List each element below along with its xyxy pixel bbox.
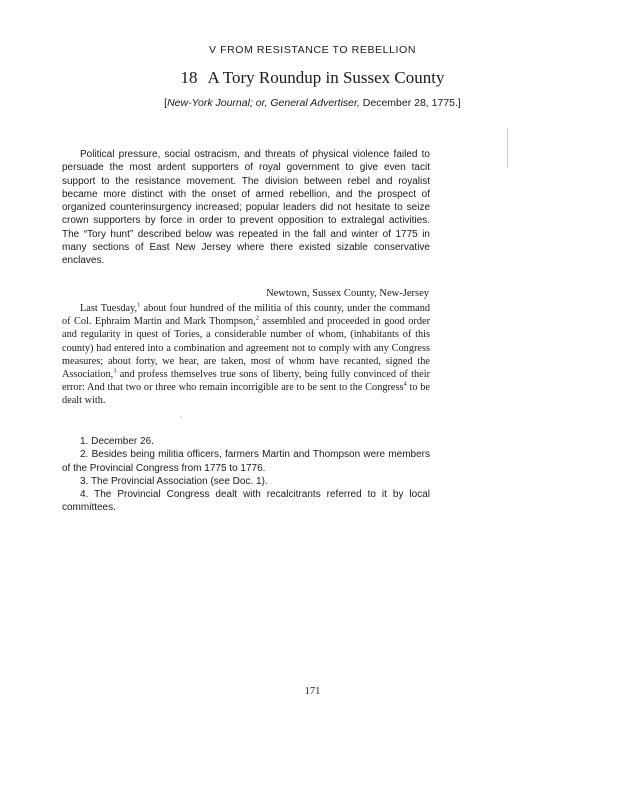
scan-artifact — [507, 128, 508, 168]
footnote: 3. The Provincial Association (see Doc. 1). — [80, 475, 268, 487]
document-title: A Tory Roundup in Sussex County — [207, 68, 445, 87]
footnote-ref-1: 1 — [137, 301, 141, 309]
document-number: 18 — [180, 68, 198, 87]
page-number: 171 — [304, 686, 321, 697]
footnote: 4. The Provincial Congress dealt with recalcitrants referred to it by local committees. — [62, 489, 430, 514]
source-citation — [0, 97, 625, 109]
source-bracket: [ — [164, 97, 168, 109]
article-body — [62, 302, 430, 408]
footnote-ref-4: 4 — [403, 380, 407, 388]
source-publication: New-York Journal; or, General Advertiser, — [167, 97, 360, 109]
footnote: 1. December 26. — [80, 436, 154, 447]
article-text-1: Last Tuesday, — [80, 303, 138, 314]
article-text-4: and profess themselves true sons of liberty, being fully convinced of their error: And that two or three who remain incorrigible are to be sent to the Congress — [62, 369, 430, 394]
article-dateline: Newtown, Sussex County, New-Jersey — [266, 288, 429, 299]
footnote-ref-2: 2 — [255, 314, 259, 322]
document-heading — [0, 68, 625, 88]
editorial-introduction: Political pressure, social ostracism, and threats of physical violence failed to persuade the most ardent supporters of royal government to give even tacit support to the resistance movement. The division between rebel and royalist became more distinct with the onset of armed rebellion, and the prospect of organized counterinsurgency increased; popular leaders did not hesitate to seize crown supporters by force in order to prevent opposition to extralegal activities. The “Tory hunt” described below was repeated in the fall and winter of 1775 in many sections of East New Jersey where there existed sizable conservative enclaves. — [62, 149, 430, 267]
article-text-2: about four hundred of the militia of this county, under the command of Col. Ephraim Martin and Mark Thompson, — [62, 303, 431, 328]
scan-artifact — [181, 416, 182, 418]
running-head: V FROM RESISTANCE TO REBELLION — [208, 44, 417, 56]
footnote-ref-3: 3 — [113, 367, 117, 375]
article-text-3: assembled and proceeded in good order and regularity in quest of Tories, a considerable number of whom, (inhabitants of this county) had entered into a combination and agreement not to comply with any Congress measures; about forty, we hear, are taken, most of whom have recanted, signed the Association, — [62, 316, 430, 381]
source-date: December 28, 1775.] — [359, 97, 461, 109]
footnote: 2. Besides being militia officers, farmers Martin and Thompson were members of the Provincial Congress from 1775 to 1776. — [62, 449, 430, 474]
footnotes — [62, 435, 430, 515]
article-text-5: to be dealt with. — [62, 382, 430, 407]
